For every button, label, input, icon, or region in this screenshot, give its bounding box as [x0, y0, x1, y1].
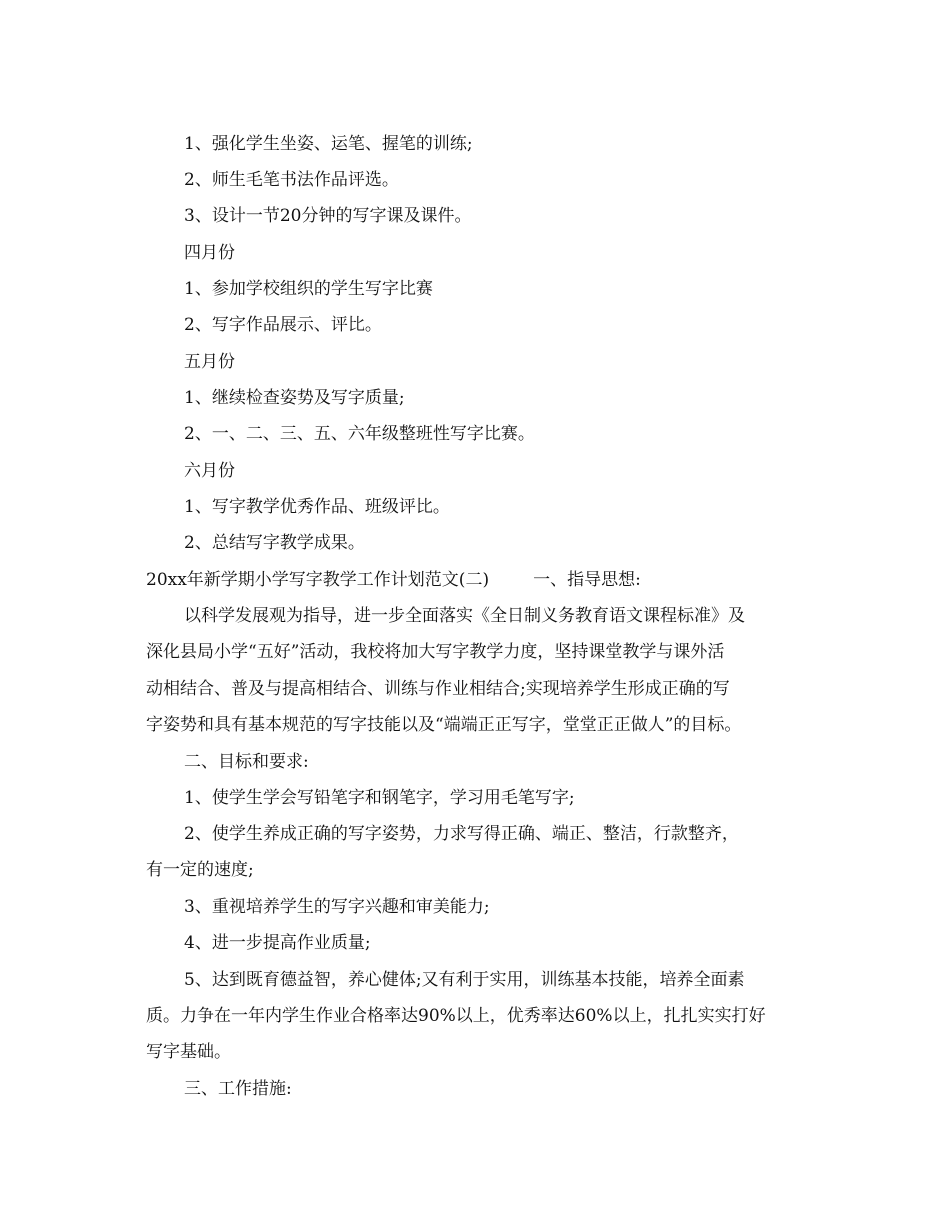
april-item-1: 1、参加学校组织的学生写字比赛 — [184, 279, 433, 299]
goal-3: 3、重视培养学生的写字兴趣和审美能力; — [184, 897, 490, 917]
may-heading: 五月份 — [184, 352, 235, 372]
goal-2-line-2: 有一定的速度; — [146, 860, 254, 880]
may-item-1: 1、继续检查姿势及写字质量; — [184, 388, 405, 408]
march-item-3: 3、设计一节20分钟的写字课及课件。 — [184, 206, 472, 226]
section2-title: 20xx年新学期小学写字教学工作计划范文(二) — [146, 570, 490, 590]
april-item-2: 2、写字作品展示、评比。 — [184, 315, 382, 335]
measures-heading: 三、工作措施: — [184, 1079, 292, 1099]
goal-2-line-1: 2、使学生养成正确的写字姿势，力求写得正确、端正、整洁，行款整齐， — [184, 824, 739, 844]
goals-heading: 二、目标和要求: — [184, 752, 309, 772]
may-item-2: 2、一、二、三、五、六年级整班性写字比赛。 — [184, 424, 535, 444]
goal-1: 1、使学生学会写铅笔字和钢笔字，学习用毛笔写字; — [184, 788, 575, 808]
goal-4: 4、进一步提高作业质量; — [184, 933, 371, 953]
june-item-2: 2、总结写字教学成果。 — [184, 533, 365, 553]
guiding-line-3: 动相结合、普及与提高相结合、训练与作业相结合;实现培养学生形成正确的写 — [146, 679, 730, 699]
section-title-line — [146, 569, 641, 591]
june-item-1: 1、写字教学优秀作品、班级评比。 — [184, 497, 450, 517]
guiding-heading: 一、指导思想: — [533, 570, 641, 590]
march-item-2: 2、师生毛笔书法作品评选。 — [184, 170, 399, 190]
guiding-line-4: 字姿势和具有基本规范的写字技能以及“端端正正写字，堂堂正正做人”的目标。 — [146, 715, 742, 735]
goal-5-line-2: 质。力争在一年内学生作业合格率达90%以上，优秀率达60%以上，扎扎实实打好 — [146, 1006, 766, 1026]
goal-5-line-1: 5、达到既育德益智，养心健体;又有利于实用，训练基本技能，培养全面素 — [184, 970, 745, 990]
goal-5-line-3: 写字基础。 — [146, 1042, 231, 1062]
guiding-line-1: 以科学发展观为指导，进一步全面落实《全日制义务教育语文课程标准》及 — [184, 606, 745, 626]
march-item-1: 1、强化学生坐姿、运笔、握笔的训练; — [184, 134, 473, 154]
april-heading: 四月份 — [184, 243, 235, 263]
guiding-line-2: 深化县局小学“五好”活动，我校将加大写字教学力度，坚持课堂教学与课外活 — [146, 642, 725, 662]
june-heading: 六月份 — [184, 461, 235, 481]
